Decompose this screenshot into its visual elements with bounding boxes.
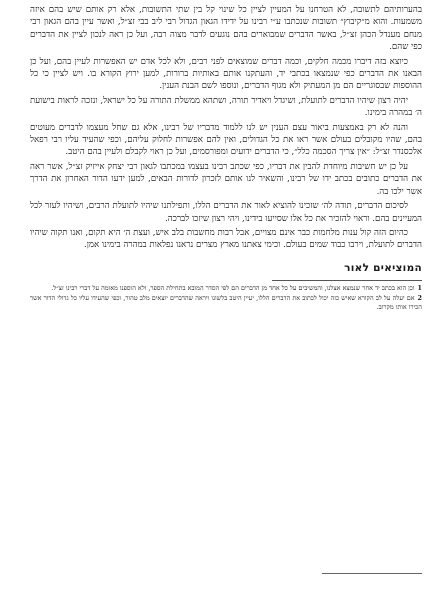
paragraph: כיוצא בזה דיברו מכמה חלקים, וכמה דברים שמוצאים לפני רבים, ולא לכל אדם יש האפשרות לעיין בהם, ועל כן הבאנו את הדברים כפי שנמצאו בכתבי יד, והעתקנו אותם באותיות ברורות, למען ירוץ הקורא בו. ויש לציין כי כל ההוספות שבסוגריים הם מן המעתיק ולא מגוף הדברים, ונוספו לשם הבנת הענין. xyxy=(30,56,422,92)
footnote-text: וכן הוא בכתב יד אחר שנמצא אצלנו, והמשיבים על כל אחד מן הדברים הם לפי הסדר המובא בתחילת הספר, ולא הוספנו מאומה על דברי רבינו זצ״ל. xyxy=(51,283,415,292)
paragraph: כהיום הזה קול ענות מלחמות כבר אינם מצויים, אבל רבות מחשבות בלב איש, ועצת ה׳ היא תקום, ואנו תקוה שיהיו הדברים לתועלת, וירבו כבוד שמים בעולם. וכימי צאתנו מארץ מצרים נראנו נפלאות במהרה בימינו אמן. xyxy=(30,227,422,251)
footnote xyxy=(30,294,422,311)
footnote-divider xyxy=(272,280,422,281)
paragraph: לסיכום הדברים, תודה לה׳ שזכינו להוציא לאור את הדברים הללו, ותפילתנו שיהיו לתועלת הרבים, ושיהיו לעזר לכל המעיינים בהם. וראוי להזכיר את כל אלו שסייעו בידינו, ויהי רצון שיזכו לברכה. xyxy=(30,201,422,224)
publishers-heading: המוציאים לאור xyxy=(344,261,422,274)
footnote-number: 2 xyxy=(417,294,422,303)
paragraph: יהיה רצון שיהיו הדברים לתועלת, ושיגדל ויאדיר תורה, ושתהא ממשלת התורה על כל ישראל, ונזכה לראות בישועת ה׳ במהרה בימינו. xyxy=(30,95,422,119)
footnote-number: 1 xyxy=(417,283,422,292)
paragraph: בהערותיהם לתשובה, לא הטרחנו על המעיין לציין כל שינוי קל בין שתי התשובות, אלא רק אותם שיש בהם איזה משמעות. והוא מ״קיבוץ״ תשובות שנכתבו ע״י רבינו על ידידו הגאון הגדול רבי ליב בבי זצ״ל, ואשר עיין בהם הגאון רבי מנחם מענדל הכהן זצ״ל, באשר הדברים שמבוארים בהם נוגעים לדבר מצוה רבה, ועל כן ראה לנכון לציין את הדברים כפי שהם. xyxy=(30,5,422,53)
footnote xyxy=(30,284,422,293)
bottom-rule xyxy=(322,573,422,574)
document-page xyxy=(30,4,422,594)
footnote-text: אם יעלה על לב הקורא שאיש כזה יכול לכתוב את הדברים הללו, יעיין היטב בלשונו ויראה שהדברים יוצאים מלב טהור, וכפי שהעידו עליו כל גדולי הדור אשר הכירו אותו מקרוב. xyxy=(30,294,422,311)
footnotes xyxy=(30,284,422,312)
main-text xyxy=(30,4,422,252)
paragraph: על כן יש חשיבות מיוחדת להבין את דבריו, כפי שכתב רבינו בעצמו במכתבו לגאון רבי יצחק אייזיק זצ״ל, אשר ראה את הדברים כתובים בכתב ידו של רבינו, והשאיר לנו אותם לזכרון לדורות הבאים, למען ידעו הדור האחרון את הדרך אשר ילכו בה. xyxy=(30,161,422,197)
paragraph: והנה לא רק באמצעות ביאור עצם הענין יש לנו ללמוד מדבריו של רבינו, אלא גם שחל מעצמו לדברים מעוטים בהם, שהיו מקובלים בעולם אשר ראו את כל הגדולים, ואין להם אפשרות לחלוק עליהם, וכפי שהעיד עליו רבי רפאל אלכסנדר זצ״ל: ״אין צריך הסכמה כלל״, כי הדברים ידועים ומפורסמים, ועל כן ראוי לקבלם ולעיין בהם היטב. xyxy=(30,122,422,158)
